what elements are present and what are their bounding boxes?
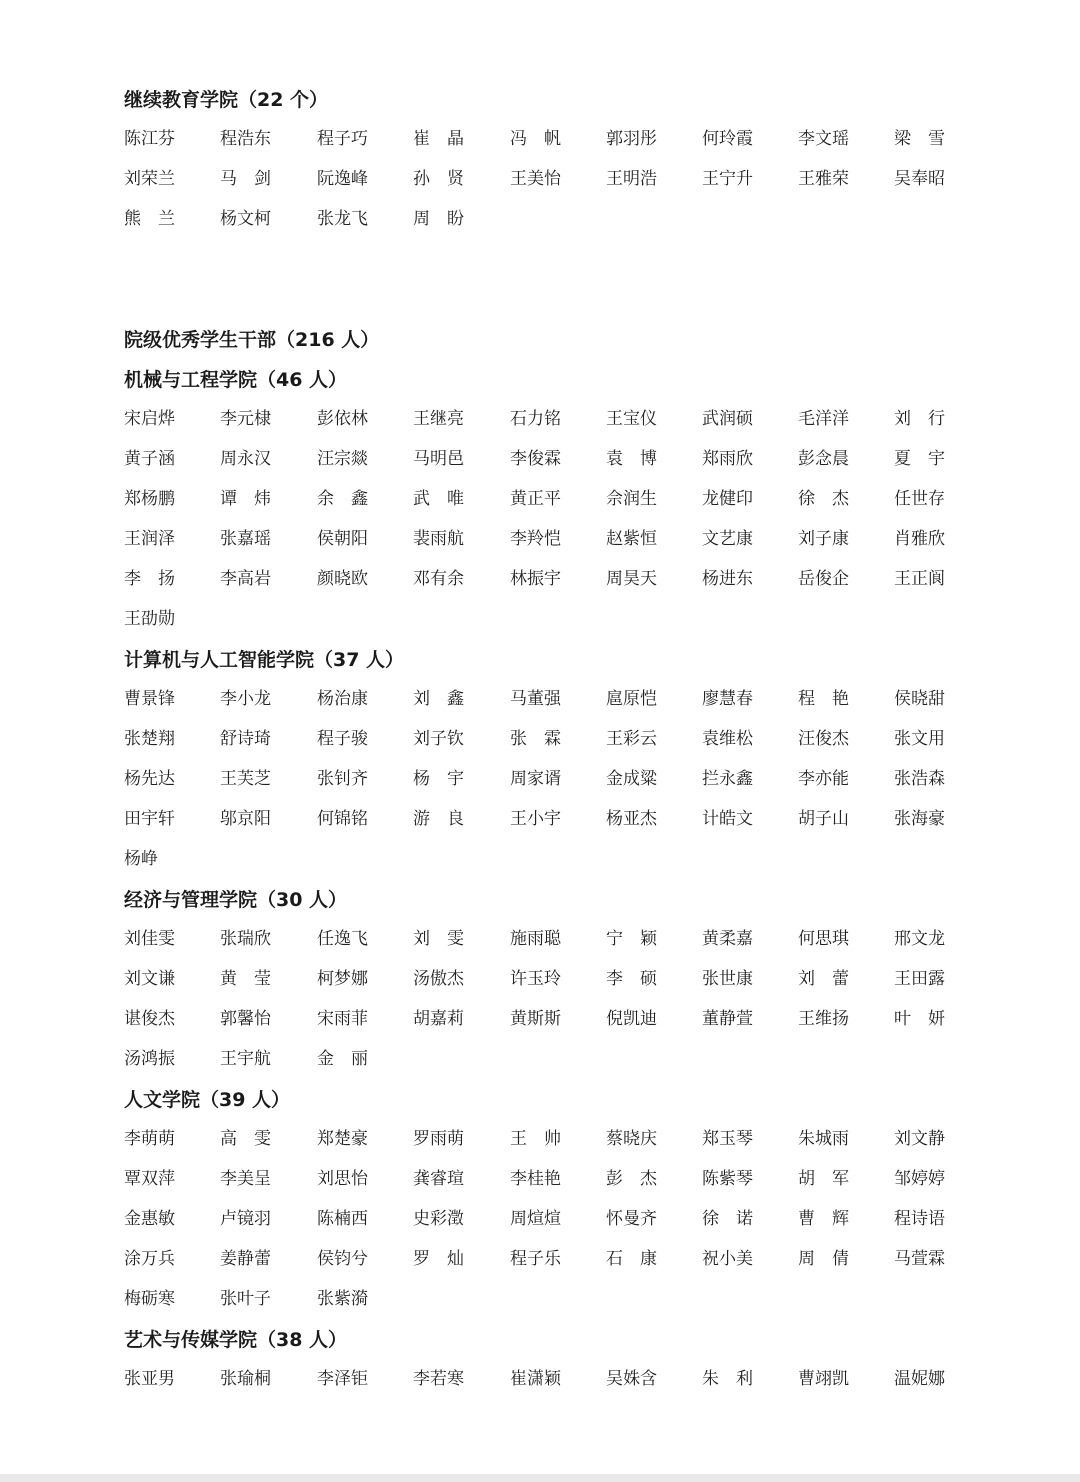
student-name: 王美怡 bbox=[510, 169, 561, 189]
student-name: 郭馨怡 bbox=[220, 1009, 271, 1029]
student-name: 杨 宇 bbox=[413, 769, 464, 789]
student-name: 王宇航 bbox=[220, 1049, 271, 1069]
student-name: 何思琪 bbox=[798, 929, 849, 949]
student-name: 程子骏 bbox=[317, 729, 368, 749]
student-name: 怀曼齐 bbox=[606, 1209, 657, 1229]
student-name: 何玲霞 bbox=[702, 129, 753, 149]
student-name: 王田露 bbox=[894, 969, 945, 989]
student-name: 陈楠西 bbox=[317, 1209, 368, 1229]
student-name: 李萌萌 bbox=[124, 1129, 175, 1149]
student-name: 舒诗琦 bbox=[220, 729, 271, 749]
student-name: 武 唯 bbox=[413, 489, 464, 509]
student-name: 汪俊杰 bbox=[798, 729, 849, 749]
student-name: 李亦能 bbox=[798, 769, 849, 789]
student-name: 程子乐 bbox=[510, 1249, 561, 1269]
student-name: 刘思怡 bbox=[317, 1169, 368, 1189]
student-name: 任逸飞 bbox=[317, 929, 368, 949]
student-name: 李 扬 bbox=[124, 569, 175, 589]
student-name: 何锦铭 bbox=[317, 809, 368, 829]
student-name: 杨进东 bbox=[702, 569, 753, 589]
student-name: 张叶子 bbox=[220, 1289, 271, 1309]
student-name: 张海豪 bbox=[894, 809, 945, 829]
student-name: 赵紫恒 bbox=[606, 529, 657, 549]
student-name: 邢文龙 bbox=[894, 929, 945, 949]
student-name: 李文瑶 bbox=[798, 129, 849, 149]
student-name: 袁 博 bbox=[606, 449, 657, 469]
student-name: 张嘉瑶 bbox=[220, 529, 271, 549]
student-name: 周昊天 bbox=[606, 569, 657, 589]
student-name: 汤鸿振 bbox=[124, 1049, 175, 1069]
student-name: 朱 利 bbox=[702, 1369, 753, 1389]
student-name: 石力铭 bbox=[510, 409, 561, 429]
student-name: 冯 帆 bbox=[510, 129, 561, 149]
student-name: 田宇轩 bbox=[124, 809, 175, 829]
student-name: 温妮娜 bbox=[894, 1369, 945, 1389]
student-name: 李羚恺 bbox=[510, 529, 561, 549]
section-heading: 院级优秀学生干部（216 人） bbox=[124, 329, 380, 351]
student-name: 刘文静 bbox=[894, 1129, 945, 1149]
student-name: 石 康 bbox=[606, 1249, 657, 1269]
student-name: 王彩云 bbox=[606, 729, 657, 749]
student-name: 蔡晓庆 bbox=[606, 1129, 657, 1149]
student-name: 张亚男 bbox=[124, 1369, 175, 1389]
student-name: 李美呈 bbox=[220, 1169, 271, 1189]
student-name: 刘 雯 bbox=[413, 929, 464, 949]
student-name: 宋雨菲 bbox=[317, 1009, 368, 1029]
section-heading: 人文学院（39 人） bbox=[124, 1089, 291, 1111]
section-heading: 经济与管理学院（30 人） bbox=[124, 889, 348, 911]
student-name: 扈原恺 bbox=[606, 689, 657, 709]
student-name: 阮逸峰 bbox=[317, 169, 368, 189]
student-name: 施雨聪 bbox=[510, 929, 561, 949]
student-name: 李 硕 bbox=[606, 969, 657, 989]
student-name: 罗 灿 bbox=[413, 1249, 464, 1269]
student-name: 龙健印 bbox=[702, 489, 753, 509]
student-name: 周 盼 bbox=[413, 209, 464, 229]
student-name: 郑楚豪 bbox=[317, 1129, 368, 1149]
student-name: 汪宗燚 bbox=[317, 449, 368, 469]
student-name: 马 剑 bbox=[220, 169, 271, 189]
student-name: 张世康 bbox=[702, 969, 753, 989]
bottom-edge bbox=[0, 1474, 1080, 1482]
student-name: 胡子山 bbox=[798, 809, 849, 829]
student-name: 祝小美 bbox=[702, 1249, 753, 1269]
student-name: 马明邑 bbox=[413, 449, 464, 469]
student-name: 夏 宇 bbox=[894, 449, 945, 469]
student-name: 谌俊杰 bbox=[124, 1009, 175, 1029]
student-name: 王继亮 bbox=[413, 409, 464, 429]
student-name: 王 帅 bbox=[510, 1129, 561, 1149]
student-name: 史彩澂 bbox=[413, 1209, 464, 1229]
student-name: 周永汉 bbox=[220, 449, 271, 469]
student-name: 王劭勋 bbox=[124, 609, 175, 629]
section-heading: 艺术与传媒学院（38 人） bbox=[124, 1329, 348, 1351]
student-name: 张龙飞 bbox=[317, 209, 368, 229]
student-name: 涂万兵 bbox=[124, 1249, 175, 1269]
student-name: 王润泽 bbox=[124, 529, 175, 549]
student-name: 邓有余 bbox=[413, 569, 464, 589]
student-name: 马萱霖 bbox=[894, 1249, 945, 1269]
student-name: 马董强 bbox=[510, 689, 561, 709]
student-name: 郑玉琴 bbox=[702, 1129, 753, 1149]
student-name: 王小宇 bbox=[510, 809, 561, 829]
student-name: 李俊霖 bbox=[510, 449, 561, 469]
student-name: 王芙芝 bbox=[220, 769, 271, 789]
student-name: 杨亚杰 bbox=[606, 809, 657, 829]
student-name: 徐 杰 bbox=[798, 489, 849, 509]
student-name: 武润硕 bbox=[702, 409, 753, 429]
student-name: 崔潇颖 bbox=[510, 1369, 561, 1389]
section-heading: 计算机与人工智能学院（37 人） bbox=[124, 649, 405, 671]
student-name: 计皓文 bbox=[702, 809, 753, 829]
student-name: 叶 妍 bbox=[894, 1009, 945, 1029]
student-name: 曹 辉 bbox=[798, 1209, 849, 1229]
student-name: 吴姝含 bbox=[606, 1369, 657, 1389]
student-name: 裴雨航 bbox=[413, 529, 464, 549]
student-name: 袁维松 bbox=[702, 729, 753, 749]
student-name: 谭 炜 bbox=[220, 489, 271, 509]
student-name: 高 雯 bbox=[220, 1129, 271, 1149]
student-name: 许玉玲 bbox=[510, 969, 561, 989]
student-name: 杨文柯 bbox=[220, 209, 271, 229]
student-name: 王宁升 bbox=[702, 169, 753, 189]
student-name: 游 良 bbox=[413, 809, 464, 829]
student-name: 李泽钜 bbox=[317, 1369, 368, 1389]
student-name: 余 鑫 bbox=[317, 489, 368, 509]
student-name: 梅砺寒 bbox=[124, 1289, 175, 1309]
student-name: 吴奉昭 bbox=[894, 169, 945, 189]
student-name: 彭 杰 bbox=[606, 1169, 657, 1189]
student-name: 李小龙 bbox=[220, 689, 271, 709]
student-name: 李元棣 bbox=[220, 409, 271, 429]
student-name: 张紫漪 bbox=[317, 1289, 368, 1309]
student-name: 王宝仪 bbox=[606, 409, 657, 429]
student-name: 罗雨萌 bbox=[413, 1129, 464, 1149]
student-name: 李高岩 bbox=[220, 569, 271, 589]
student-name: 郭羽彤 bbox=[606, 129, 657, 149]
student-name: 张瑞欣 bbox=[220, 929, 271, 949]
student-name: 曹景锋 bbox=[124, 689, 175, 709]
student-name: 熊 兰 bbox=[124, 209, 175, 229]
student-name: 刘 蕾 bbox=[798, 969, 849, 989]
student-name: 刘文谦 bbox=[124, 969, 175, 989]
student-name: 陈紫琴 bbox=[702, 1169, 753, 1189]
student-name: 文艺康 bbox=[702, 529, 753, 549]
student-name: 柯梦娜 bbox=[317, 969, 368, 989]
student-name: 张楚翔 bbox=[124, 729, 175, 749]
student-name: 刘佳雯 bbox=[124, 929, 175, 949]
student-name: 宁 颖 bbox=[606, 929, 657, 949]
section-heading: 机械与工程学院（46 人） bbox=[124, 369, 348, 391]
student-name: 曹翊凯 bbox=[798, 1369, 849, 1389]
student-name: 程诗语 bbox=[894, 1209, 945, 1229]
student-name: 岳俊企 bbox=[798, 569, 849, 589]
student-name: 崔 晶 bbox=[413, 129, 464, 149]
student-name: 王雅荣 bbox=[798, 169, 849, 189]
student-name: 拦永鑫 bbox=[702, 769, 753, 789]
student-name: 金成粱 bbox=[606, 769, 657, 789]
student-name: 颜晓欧 bbox=[317, 569, 368, 589]
student-name: 张文用 bbox=[894, 729, 945, 749]
student-name: 程浩东 bbox=[220, 129, 271, 149]
student-name: 邬京阳 bbox=[220, 809, 271, 829]
student-name: 张浩森 bbox=[894, 769, 945, 789]
student-name: 张钊齐 bbox=[317, 769, 368, 789]
student-name: 刘子康 bbox=[798, 529, 849, 549]
student-name: 倪凯迪 bbox=[606, 1009, 657, 1029]
student-name: 胡嘉莉 bbox=[413, 1009, 464, 1029]
student-name: 卢镜羽 bbox=[220, 1209, 271, 1229]
student-name: 侯晓甜 bbox=[894, 689, 945, 709]
student-name: 刘荣兰 bbox=[124, 169, 175, 189]
student-name: 徐 诺 bbox=[702, 1209, 753, 1229]
student-name: 邹婷婷 bbox=[894, 1169, 945, 1189]
student-name: 王正阆 bbox=[894, 569, 945, 589]
student-name: 黄 莹 bbox=[220, 969, 271, 989]
student-name: 刘子钦 bbox=[413, 729, 464, 749]
student-name: 黄柔嘉 bbox=[702, 929, 753, 949]
student-name: 黄斯斯 bbox=[510, 1009, 561, 1029]
student-name: 孙 贤 bbox=[413, 169, 464, 189]
student-name: 刘 鑫 bbox=[413, 689, 464, 709]
section-heading: 继续教育学院（22 个） bbox=[124, 89, 329, 111]
student-name: 程 艳 bbox=[798, 689, 849, 709]
student-name: 侯钧兮 bbox=[317, 1249, 368, 1269]
student-name: 黄正平 bbox=[510, 489, 561, 509]
student-name: 陈江芬 bbox=[124, 129, 175, 149]
student-name: 覃双萍 bbox=[124, 1169, 175, 1189]
student-name: 王明浩 bbox=[606, 169, 657, 189]
student-name: 黄子涵 bbox=[124, 449, 175, 469]
student-name: 汤傲杰 bbox=[413, 969, 464, 989]
student-name: 胡 军 bbox=[798, 1169, 849, 1189]
student-name: 廖慧春 bbox=[702, 689, 753, 709]
student-name: 朱城雨 bbox=[798, 1129, 849, 1149]
student-name: 龚睿瑄 bbox=[413, 1169, 464, 1189]
student-name: 任世存 bbox=[894, 489, 945, 509]
student-name: 董静萱 bbox=[702, 1009, 753, 1029]
student-name: 刘 行 bbox=[894, 409, 945, 429]
student-name: 佘润生 bbox=[606, 489, 657, 509]
student-name: 金 丽 bbox=[317, 1049, 368, 1069]
student-name: 张 霖 bbox=[510, 729, 561, 749]
student-name: 周家谞 bbox=[510, 769, 561, 789]
student-name: 王维扬 bbox=[798, 1009, 849, 1029]
student-name: 程子巧 bbox=[317, 129, 368, 149]
student-name: 张瑜桐 bbox=[220, 1369, 271, 1389]
student-name: 林振宇 bbox=[510, 569, 561, 589]
student-name: 梁 雪 bbox=[894, 129, 945, 149]
student-name: 肖雅欣 bbox=[894, 529, 945, 549]
student-name: 周煊煊 bbox=[510, 1209, 561, 1229]
student-name: 杨峥 bbox=[124, 849, 158, 869]
student-name: 金惠敏 bbox=[124, 1209, 175, 1229]
student-name: 毛洋洋 bbox=[798, 409, 849, 429]
student-name: 李桂艳 bbox=[510, 1169, 561, 1189]
student-name: 杨治康 bbox=[317, 689, 368, 709]
student-name: 郑雨欣 bbox=[702, 449, 753, 469]
student-name: 郑杨鹏 bbox=[124, 489, 175, 509]
student-name: 彭依林 bbox=[317, 409, 368, 429]
student-name: 周 倩 bbox=[798, 1249, 849, 1269]
student-name: 宋启烨 bbox=[124, 409, 175, 429]
student-name: 侯朝阳 bbox=[317, 529, 368, 549]
student-name: 姜静蕾 bbox=[220, 1249, 271, 1269]
student-name: 彭念晨 bbox=[798, 449, 849, 469]
student-name: 李若寒 bbox=[413, 1369, 464, 1389]
student-name: 杨先达 bbox=[124, 769, 175, 789]
